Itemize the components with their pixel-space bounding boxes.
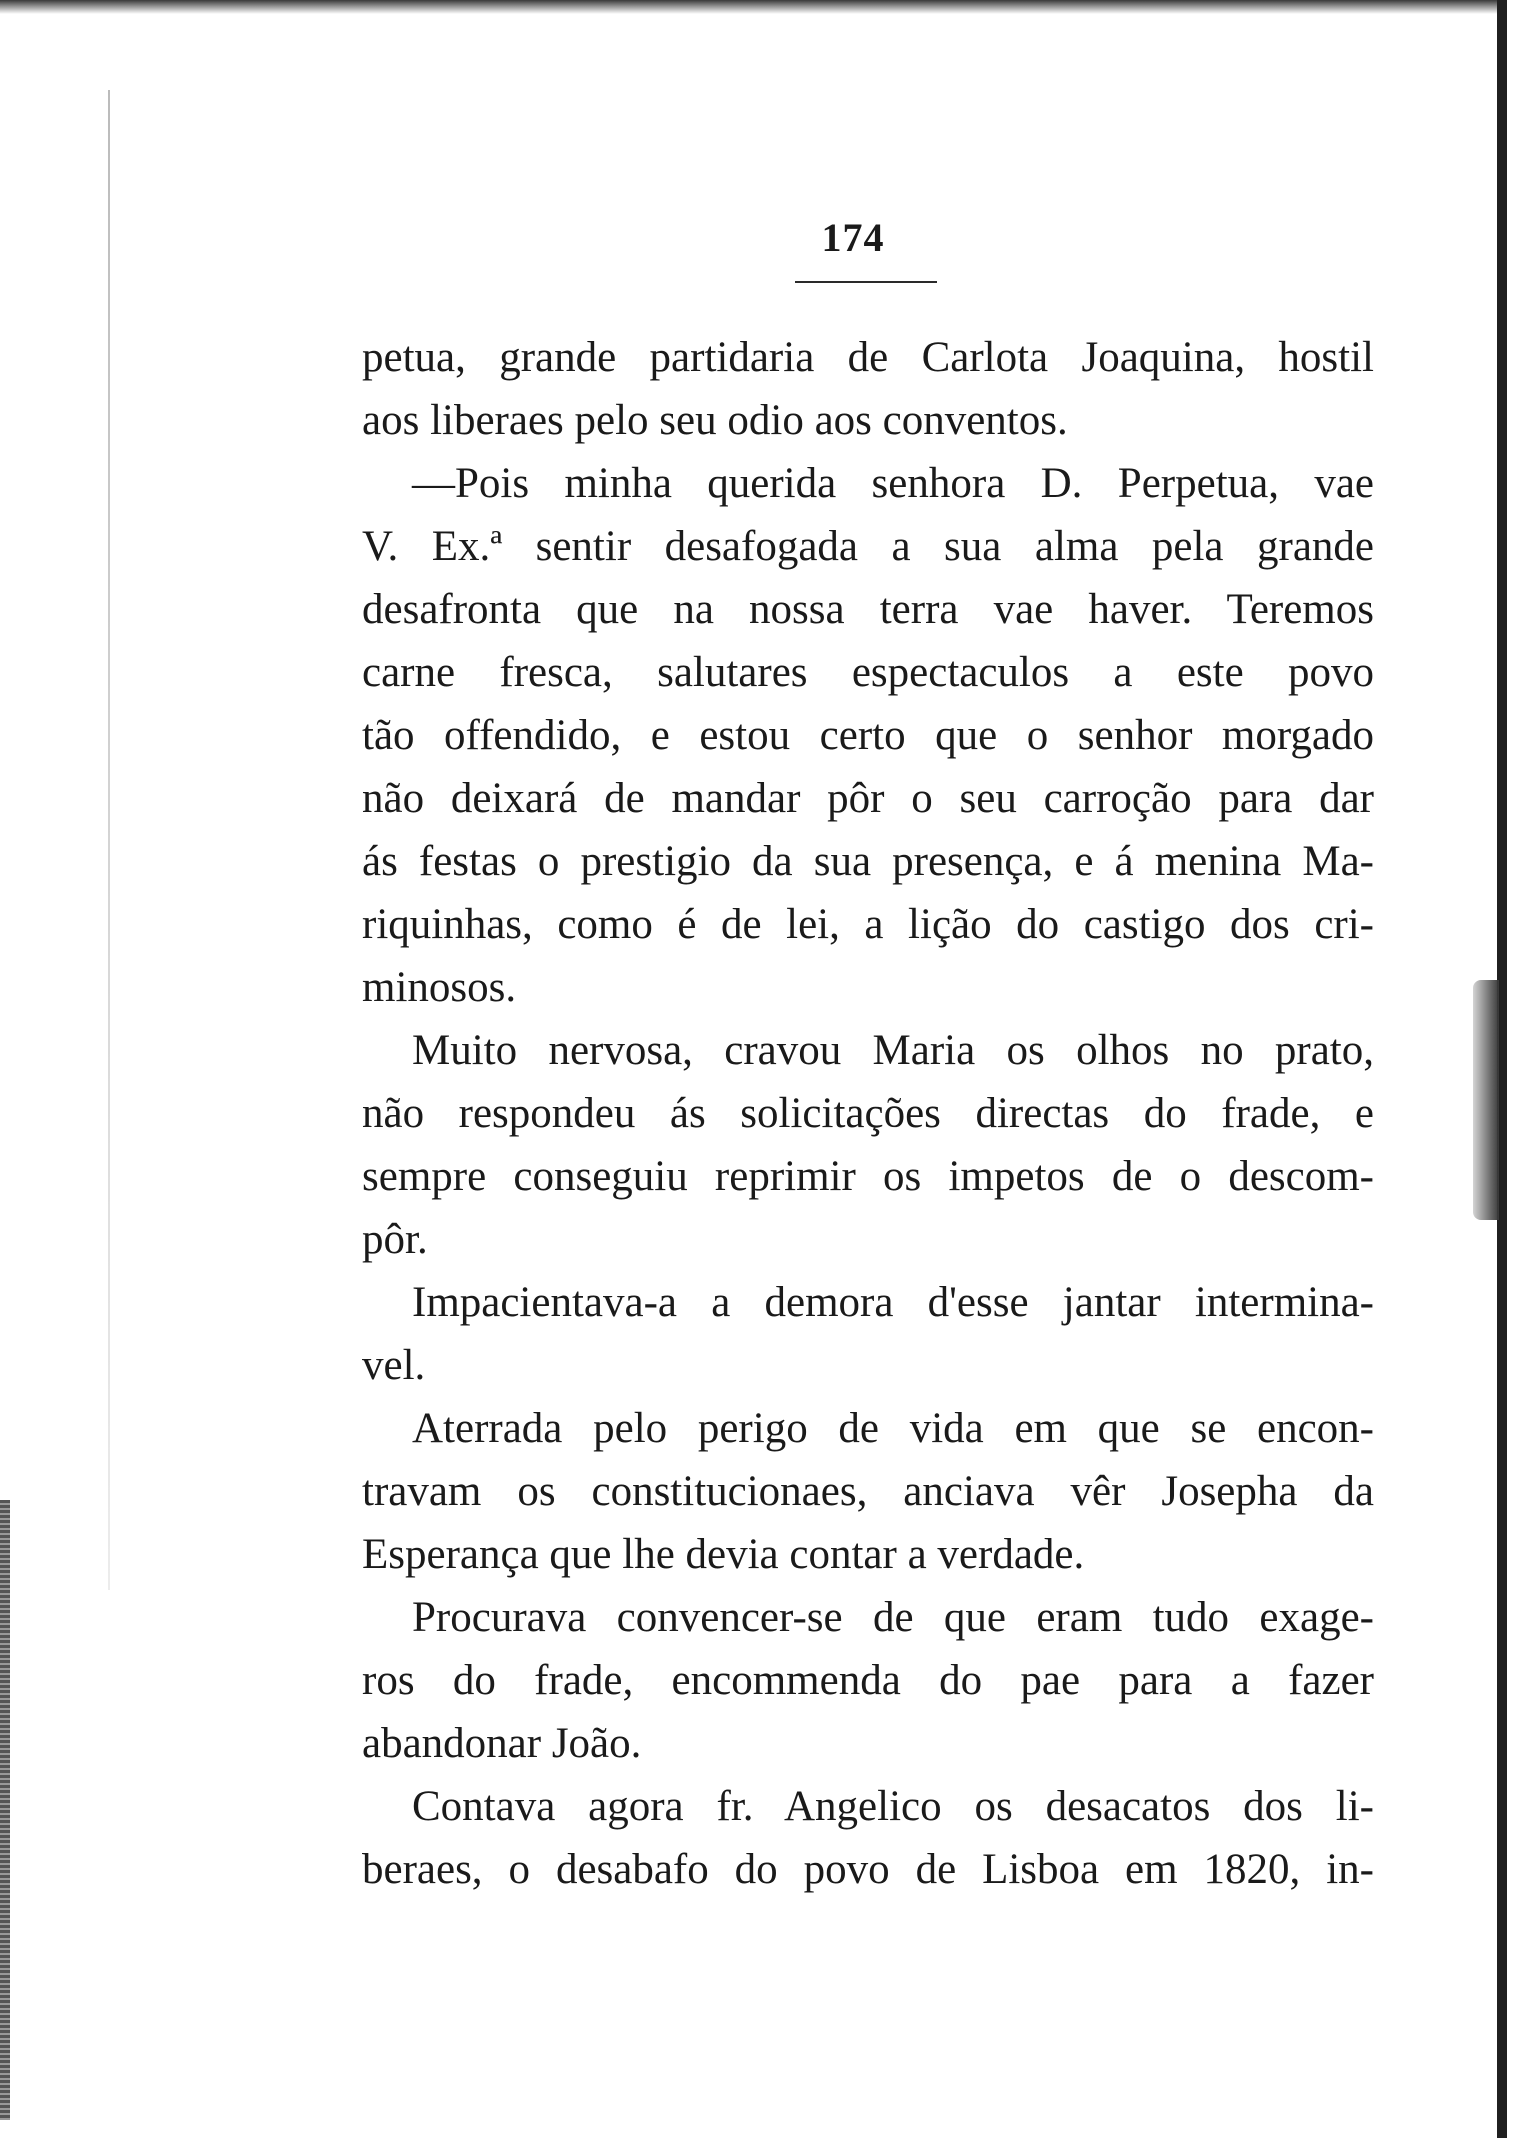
text-line: Procurava convencer-se de que eram tudo exage- bbox=[412, 1594, 1374, 1641]
text-line: abandonar João. bbox=[362, 1720, 642, 1767]
body-text bbox=[362, 326, 1374, 1901]
text-line: carne fresca, salutares espectaculos a este povo bbox=[362, 649, 1374, 696]
text-line: ros do frade, encommenda do pae para a fazer bbox=[362, 1657, 1374, 1704]
text-line: riquinhas, como é de lei, a lição do castigo dos cri- bbox=[362, 901, 1374, 948]
text-line: Aterrada pelo perigo de vida em que se encon- bbox=[412, 1405, 1374, 1452]
text-line: Esperança que lhe devia contar a verdade. bbox=[362, 1531, 1085, 1578]
text-line: —Pois minha querida senhora D. Perpetua, vae bbox=[412, 460, 1374, 507]
text-line: não respondeu ás solicitações directas do frade, e bbox=[362, 1090, 1374, 1137]
text-line: não deixará de mandar pôr o seu carroção para dar bbox=[362, 775, 1374, 822]
text-line: beraes, o desabafo do povo de Lisboa em 1820, in- bbox=[362, 1846, 1374, 1893]
scan-edge-top bbox=[0, 0, 1500, 14]
text-line: minosos. bbox=[362, 964, 517, 1011]
text-line: aos liberaes pelo seu odio aos conventos. bbox=[362, 397, 1068, 444]
text-line: sempre conseguiu reprimir os impetos de o descom- bbox=[362, 1153, 1374, 1200]
page-number: 174 bbox=[821, 215, 885, 260]
text-line: Contava agora fr. Angelico os desacatos dos li- bbox=[412, 1783, 1374, 1830]
text-line: Muito nervosa, cravou Maria os olhos no prato, bbox=[412, 1027, 1374, 1074]
text-line: ás festas o prestigio da sua presença, e á menina Ma- bbox=[362, 838, 1374, 885]
scan-shadow-right bbox=[1473, 980, 1499, 1220]
text-line: petua, grande partidaria de Carlota Joaquina, hostil bbox=[362, 334, 1374, 381]
text-line: V. Ex.ª sentir desafogada a sua alma pela grande bbox=[362, 523, 1374, 570]
text-line: desafronta que na nossa terra vae haver. Teremos bbox=[362, 586, 1374, 633]
text-line: travam os constitucionaes, anciava vêr Josepha da bbox=[362, 1468, 1374, 1515]
text-line: tão offendido, e estou certo que o senhor morgado bbox=[362, 712, 1374, 759]
scan-edge-left bbox=[0, 1500, 10, 2120]
text-line: pôr. bbox=[362, 1216, 428, 1263]
page-number-rule bbox=[795, 281, 937, 283]
scan-fold-line bbox=[108, 90, 110, 1590]
text-line: Impacientava-a a demora d'esse jantar intermina- bbox=[412, 1279, 1374, 1326]
text-line: vel. bbox=[362, 1342, 426, 1389]
